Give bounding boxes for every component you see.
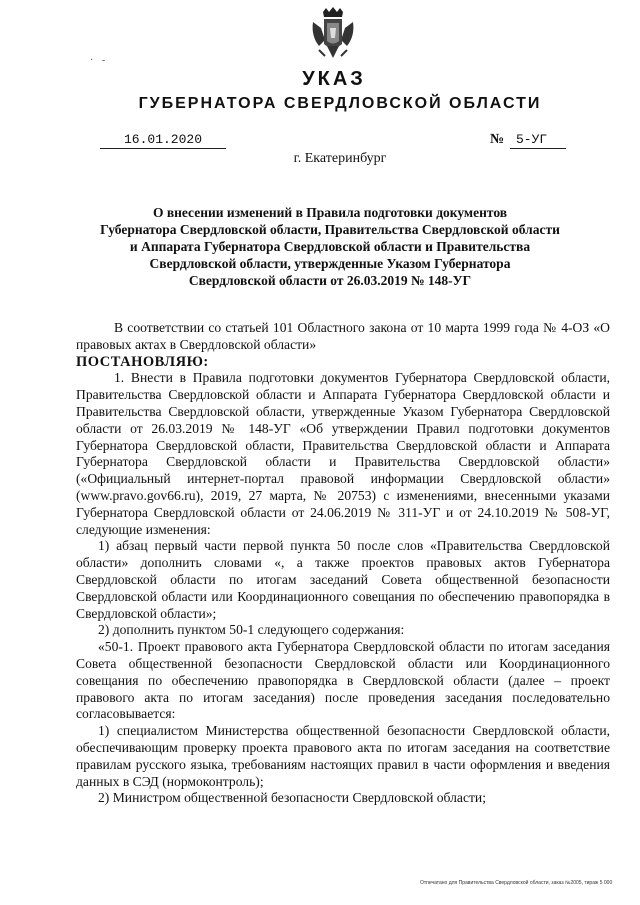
heading-line: Свердловской области, утвержденные Указом Губернатора — [149, 256, 511, 271]
heading-line: О внесении изменений в Правила подготовки документов — [152, 205, 508, 220]
document-date: 16.01.2020 — [100, 132, 226, 149]
paragraph-1: 1. Внести в Правила подготовки документов Губернатора Свердловской области, Правительства Свердловской области и Аппарата Губернатора Свердловской области и Правительства Свердловской области, утвержденные Указом Губернатора Свердловской области от 26.03.2019 № 148-УГ «Об утверждении Правил подготовки документов Губернатора Свердловской области, Правительства Свердловской области и Аппарата Губернатора Свердловской области и Правительства Свердловской области» («Официальный интернет-портал правовой информации Свердловской области» (www.pravo.gov66.ru), 2019, 27 марта, № 20753) с изменениями, внесенными указами Губернатора Свердловской области от 24.06.2019 № 311-УГ и от 24.10.2019 № 508-УГ, следующие изменения: — [76, 370, 610, 537]
paragraph-5: 1) специалистом Министерства общественной безопасности Свердловской области, обеспечивающим проверку проекта правового акта по итогам заседания на соответствие правилам русского языка, требованиям настоящих правил в части оформления и введения данных в СЭД (нормоконтроль); — [76, 723, 610, 789]
intro-paragraph: В соответствии со статьей 101 Областного закона от 10 марта 1999 года № 4-ОЗ «О правовых актах в Свердловской области» — [76, 320, 610, 352]
heading-line: Свердловской области от 26.03.2019 № 148-УГ — [188, 273, 472, 288]
heading-line: Губернатора Свердловской области, Правительства Свердловской области — [100, 222, 560, 237]
number-label: № — [490, 132, 505, 147]
decree-word: ПОСТАНОВЛЯЮ: — [76, 353, 209, 370]
print-footer: Отпечатано для Правительства Свердловской области, заказ №2005, тираж 5 000 — [420, 880, 613, 886]
document-city: г. Екатеринбург — [293, 151, 387, 166]
paragraph-4: «50-1. Проект правового акта Губернатора Свердловской области по итогам заседания Совета общественной безопасности Свердловской области или Координационного совещания по обеспечению правопорядка в Свердловской области (далее – проект правового акта по итогам заседания) после проведения заседания последовательно согласовывается: — [76, 639, 610, 722]
document-body — [76, 320, 610, 807]
paragraph-6: 2) Министром общественной безопасности Свердловской области; — [98, 790, 486, 806]
document-title: УКАЗ — [302, 68, 366, 90]
coat-of-arms-icon — [309, 6, 357, 64]
paragraph-3: 2) дополнить пунктом 50-1 следующего содержания: — [98, 622, 405, 638]
document-heading — [60, 204, 600, 289]
heading-line: и Аппарата Губернатора Свердловской области и Правительства — [129, 239, 531, 254]
document-subtitle: ГУБЕРНАТОРА СВЕРДЛОВСКОЙ ОБЛАСТИ — [138, 95, 542, 112]
paragraph-2: 1) абзац первый части первой пункта 50 после слов «Правительства Свердловской области» дополнить словами «, а также проектов правовых актов Губернатора Свердловской области по итогам заседаний Совета общественной безопасности Свердловской области или Координационного совещания по обеспечению правопорядка в Свердловской области»; — [76, 538, 610, 621]
document-number: 5-УГ — [510, 132, 566, 149]
scan-marks: · - — [90, 55, 109, 66]
